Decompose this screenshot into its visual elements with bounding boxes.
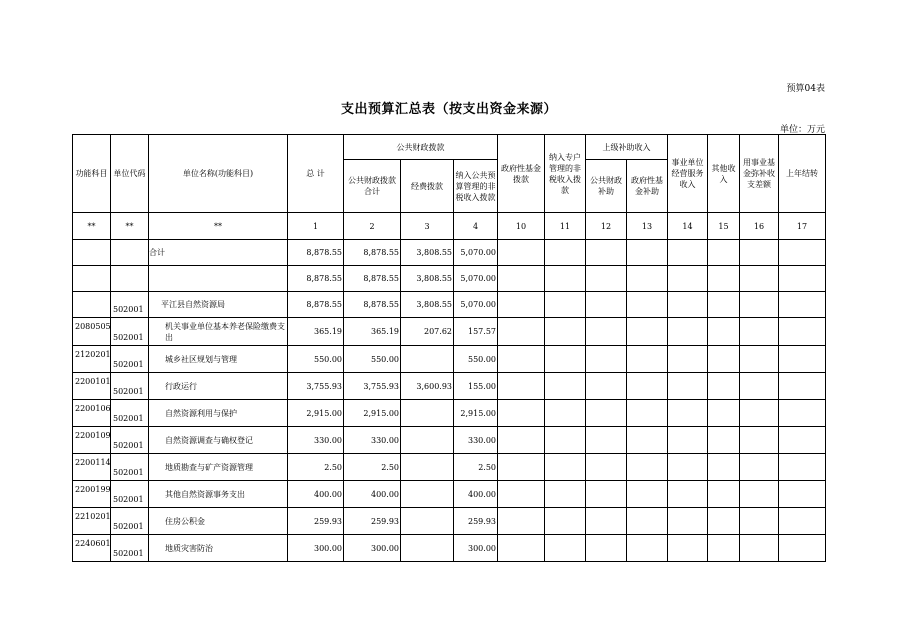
empty-cell: [586, 427, 627, 454]
index-cell: 1: [288, 213, 344, 240]
empty-cell: [545, 427, 586, 454]
header-special-nontax: 纳入专户管理的非税收入拨款: [545, 135, 586, 213]
header-other-income: 其他收入: [708, 135, 740, 213]
empty-cell: [498, 508, 545, 535]
total-cell: 330.00: [288, 427, 344, 454]
unit-code-cell: 502001: [111, 427, 149, 454]
func-code-cell: 2200199: [73, 481, 111, 508]
table-row: [73, 346, 826, 373]
empty-cell: [779, 454, 826, 481]
empty-cell: [545, 240, 586, 266]
form-number: 预算04表: [786, 84, 825, 94]
func-code-cell: 2080505: [73, 318, 111, 346]
table-row: [73, 481, 826, 508]
empty-cell: [668, 318, 708, 346]
empty-cell: [708, 481, 740, 508]
header-carryover: 上年结转: [779, 135, 826, 213]
pf-total-cell: 8,878.55: [344, 292, 401, 318]
empty-cell: [498, 346, 545, 373]
table-row: [73, 400, 826, 427]
empty-cell: [545, 400, 586, 427]
empty-cell: [545, 318, 586, 346]
nontax-cell: 300.00: [454, 535, 498, 562]
func-code-cell: 2210201: [73, 508, 111, 535]
empty-cell: [668, 481, 708, 508]
empty-cell: [498, 266, 545, 292]
empty-cell: [740, 240, 779, 266]
table-row: [73, 427, 826, 454]
unit-code-cell: 502001: [111, 508, 149, 535]
table-row: [73, 508, 826, 535]
operating-cell: 3,808.55: [401, 292, 454, 318]
empty-cell: [708, 373, 740, 400]
empty-cell: [627, 454, 668, 481]
nontax-cell: 5,070.00: [454, 240, 498, 266]
empty-cell: [779, 508, 826, 535]
empty-cell: [668, 454, 708, 481]
empty-cell: [740, 481, 779, 508]
empty-cell: [627, 427, 668, 454]
index-cell: 15: [708, 213, 740, 240]
empty-cell: [779, 427, 826, 454]
table-row: [73, 266, 826, 292]
empty-cell: [586, 508, 627, 535]
empty-cell: [779, 292, 826, 318]
header-total: 总 计: [288, 135, 344, 213]
empty-cell: [740, 454, 779, 481]
index-cell: 14: [668, 213, 708, 240]
empty-cell: [668, 373, 708, 400]
index-cell: 2: [344, 213, 401, 240]
unit-name-cell: 机关事业单位基本养老保险缴费支出: [149, 318, 288, 346]
unit-code-cell: 502001: [111, 481, 149, 508]
total-cell: 259.93: [288, 508, 344, 535]
pf-total-cell: 2.50: [344, 454, 401, 481]
empty-cell: [708, 535, 740, 562]
empty-cell: [586, 346, 627, 373]
pf-total-cell: 400.00: [344, 481, 401, 508]
unit-code-cell: [111, 240, 149, 266]
total-cell: 8,878.55: [288, 266, 344, 292]
empty-cell: [708, 346, 740, 373]
empty-cell: [668, 508, 708, 535]
header-func: 功能科目: [73, 135, 111, 213]
pf-total-cell: 8,878.55: [344, 266, 401, 292]
pf-total-cell: 300.00: [344, 535, 401, 562]
empty-cell: [740, 292, 779, 318]
empty-cell: [586, 535, 627, 562]
total-cell: 300.00: [288, 535, 344, 562]
empty-cell: [779, 481, 826, 508]
index-row: [73, 213, 826, 240]
empty-cell: [779, 400, 826, 427]
empty-cell: [627, 240, 668, 266]
empty-cell: [668, 266, 708, 292]
nontax-cell: 155.00: [454, 373, 498, 400]
header-public-fiscal: 公共财政拨款: [344, 135, 498, 160]
pf-total-cell: 550.00: [344, 346, 401, 373]
total-cell: 3,755.93: [288, 373, 344, 400]
unit-name-cell: 住房公积金: [149, 508, 288, 535]
nontax-cell: 5,070.00: [454, 266, 498, 292]
unit-name-cell: 自然资源调查与确权登记: [149, 427, 288, 454]
header-operating: 经费拨款: [401, 160, 454, 213]
func-code-cell: 2200106: [73, 400, 111, 427]
table-row: [73, 318, 826, 346]
empty-cell: [779, 266, 826, 292]
empty-cell: [586, 454, 627, 481]
header-biz-income: 事业单位经营服务收入: [668, 135, 708, 213]
index-cell: **: [149, 213, 288, 240]
empty-cell: [779, 346, 826, 373]
header-pf-total: 公共财政拨款合计: [344, 160, 401, 213]
empty-cell: [740, 535, 779, 562]
empty-cell: [545, 535, 586, 562]
empty-cell: [627, 292, 668, 318]
empty-cell: [627, 535, 668, 562]
empty-cell: [708, 400, 740, 427]
total-cell: 8,878.55: [288, 292, 344, 318]
table-row: [73, 373, 826, 400]
empty-cell: [740, 427, 779, 454]
empty-cell: [627, 373, 668, 400]
total-cell: 400.00: [288, 481, 344, 508]
total-cell: 8,878.55: [288, 240, 344, 266]
pf-total-cell: 3,755.93: [344, 373, 401, 400]
empty-cell: [545, 292, 586, 318]
empty-cell: [627, 346, 668, 373]
operating-cell: [401, 400, 454, 427]
nontax-cell: 330.00: [454, 427, 498, 454]
unit-code-cell: 502001: [111, 535, 149, 562]
index-cell: 10: [498, 213, 545, 240]
func-code-cell: 2200101: [73, 373, 111, 400]
empty-cell: [498, 318, 545, 346]
empty-cell: [740, 266, 779, 292]
pf-total-cell: 365.19: [344, 318, 401, 346]
empty-cell: [708, 266, 740, 292]
empty-cell: [498, 292, 545, 318]
empty-cell: [627, 266, 668, 292]
nontax-cell: 400.00: [454, 481, 498, 508]
empty-cell: [586, 318, 627, 346]
empty-cell: [668, 427, 708, 454]
empty-cell: [545, 373, 586, 400]
func-code-cell: 2200114: [73, 454, 111, 481]
operating-cell: [401, 508, 454, 535]
empty-cell: [708, 454, 740, 481]
empty-cell: [708, 508, 740, 535]
empty-cell: [586, 292, 627, 318]
unit-code-cell: [111, 266, 149, 292]
header-superior: 上级补助收入: [586, 135, 668, 160]
operating-cell: [401, 346, 454, 373]
table-body: [73, 240, 826, 562]
operating-cell: [401, 454, 454, 481]
empty-cell: [545, 346, 586, 373]
empty-cell: [498, 240, 545, 266]
header-unit-code: 单位代码: [111, 135, 149, 213]
operating-cell: 207.62: [401, 318, 454, 346]
nontax-cell: 2,915.00: [454, 400, 498, 427]
empty-cell: [627, 508, 668, 535]
unit-name-cell: 合计: [149, 240, 288, 266]
empty-cell: [668, 346, 708, 373]
empty-cell: [740, 373, 779, 400]
empty-cell: [545, 266, 586, 292]
header-sup-public: 公共财政补助: [586, 160, 627, 213]
index-cell: 11: [545, 213, 586, 240]
page-title: 支出预算汇总表（按支出资金来源）: [340, 102, 557, 117]
empty-cell: [627, 481, 668, 508]
nontax-cell: 157.57: [454, 318, 498, 346]
pf-total-cell: 2,915.00: [344, 400, 401, 427]
empty-cell: [668, 400, 708, 427]
header-fund-gap: 用事业基金弥补收支差额: [740, 135, 779, 213]
unit-code-cell: 502001: [111, 292, 149, 318]
unit-name-cell: 地质勘查与矿产资源管理: [149, 454, 288, 481]
operating-cell: [401, 535, 454, 562]
operating-cell: 3,808.55: [401, 266, 454, 292]
empty-cell: [740, 318, 779, 346]
index-cell: 16: [740, 213, 779, 240]
index-cell: **: [73, 213, 111, 240]
empty-cell: [498, 373, 545, 400]
empty-cell: [586, 266, 627, 292]
func-code-cell: [73, 240, 111, 266]
empty-cell: [545, 481, 586, 508]
unit-name-cell: 地质灾害防治: [149, 535, 288, 562]
func-code-cell: [73, 266, 111, 292]
empty-cell: [740, 400, 779, 427]
budget-table: [72, 134, 826, 562]
empty-cell: [779, 240, 826, 266]
empty-cell: [668, 292, 708, 318]
empty-cell: [586, 373, 627, 400]
unit-code-cell: 502001: [111, 400, 149, 427]
empty-cell: [740, 346, 779, 373]
total-cell: 365.19: [288, 318, 344, 346]
index-cell: 3: [401, 213, 454, 240]
func-code-cell: 2200109: [73, 427, 111, 454]
empty-cell: [586, 400, 627, 427]
unit-name-cell: 平江县自然资源局: [149, 292, 288, 318]
empty-cell: [498, 535, 545, 562]
unit-name-cell: 自然资源利用与保护: [149, 400, 288, 427]
index-cell: 12: [586, 213, 627, 240]
table-row: [73, 292, 826, 318]
unit-name-cell: 行政运行: [149, 373, 288, 400]
unit-label: 单位：万元: [779, 125, 825, 135]
func-code-cell: 2120201: [73, 346, 111, 373]
unit-code-cell: 502001: [111, 346, 149, 373]
unit-code-cell: 502001: [111, 454, 149, 481]
nontax-cell: 5,070.00: [454, 292, 498, 318]
total-cell: 2.50: [288, 454, 344, 481]
empty-cell: [708, 292, 740, 318]
index-cell: 4: [454, 213, 498, 240]
empty-cell: [498, 400, 545, 427]
operating-cell: [401, 427, 454, 454]
empty-cell: [779, 535, 826, 562]
header-nontax: 纳入公共预算管理的非税收入拨款: [454, 160, 498, 213]
pf-total-cell: 259.93: [344, 508, 401, 535]
empty-cell: [668, 535, 708, 562]
pf-total-cell: 330.00: [344, 427, 401, 454]
empty-cell: [779, 373, 826, 400]
total-cell: 2,915.00: [288, 400, 344, 427]
unit-name-cell: 城乡社区规划与管理: [149, 346, 288, 373]
unit-name-cell: [149, 266, 288, 292]
unit-code-cell: 502001: [111, 373, 149, 400]
header-unit-name: 单位名称(功能科目): [149, 135, 288, 213]
header-gov-fund: 政府性基金拨款: [498, 135, 545, 213]
operating-cell: 3,808.55: [401, 240, 454, 266]
empty-cell: [627, 400, 668, 427]
empty-cell: [668, 240, 708, 266]
header-sup-fund: 政府性基金补助: [627, 160, 668, 213]
empty-cell: [708, 427, 740, 454]
nontax-cell: 550.00: [454, 346, 498, 373]
operating-cell: 3,600.93: [401, 373, 454, 400]
func-code-cell: 2240601: [73, 535, 111, 562]
empty-cell: [708, 318, 740, 346]
unit-name-cell: 其他自然资源事务支出: [149, 481, 288, 508]
empty-cell: [740, 508, 779, 535]
pf-total-cell: 8,878.55: [344, 240, 401, 266]
index-cell: 13: [627, 213, 668, 240]
nontax-cell: 259.93: [454, 508, 498, 535]
empty-cell: [498, 454, 545, 481]
empty-cell: [498, 481, 545, 508]
index-cell: 17: [779, 213, 826, 240]
table-row: [73, 535, 826, 562]
func-code-cell: [73, 292, 111, 318]
empty-cell: [545, 508, 586, 535]
empty-cell: [627, 318, 668, 346]
empty-cell: [779, 318, 826, 346]
total-cell: 550.00: [288, 346, 344, 373]
index-cell: **: [111, 213, 149, 240]
empty-cell: [586, 481, 627, 508]
empty-cell: [708, 240, 740, 266]
table-row: [73, 240, 826, 266]
empty-cell: [586, 240, 627, 266]
unit-code-cell: 502001: [111, 318, 149, 346]
nontax-cell: 2.50: [454, 454, 498, 481]
table-row: [73, 454, 826, 481]
operating-cell: [401, 481, 454, 508]
empty-cell: [545, 454, 586, 481]
empty-cell: [498, 427, 545, 454]
